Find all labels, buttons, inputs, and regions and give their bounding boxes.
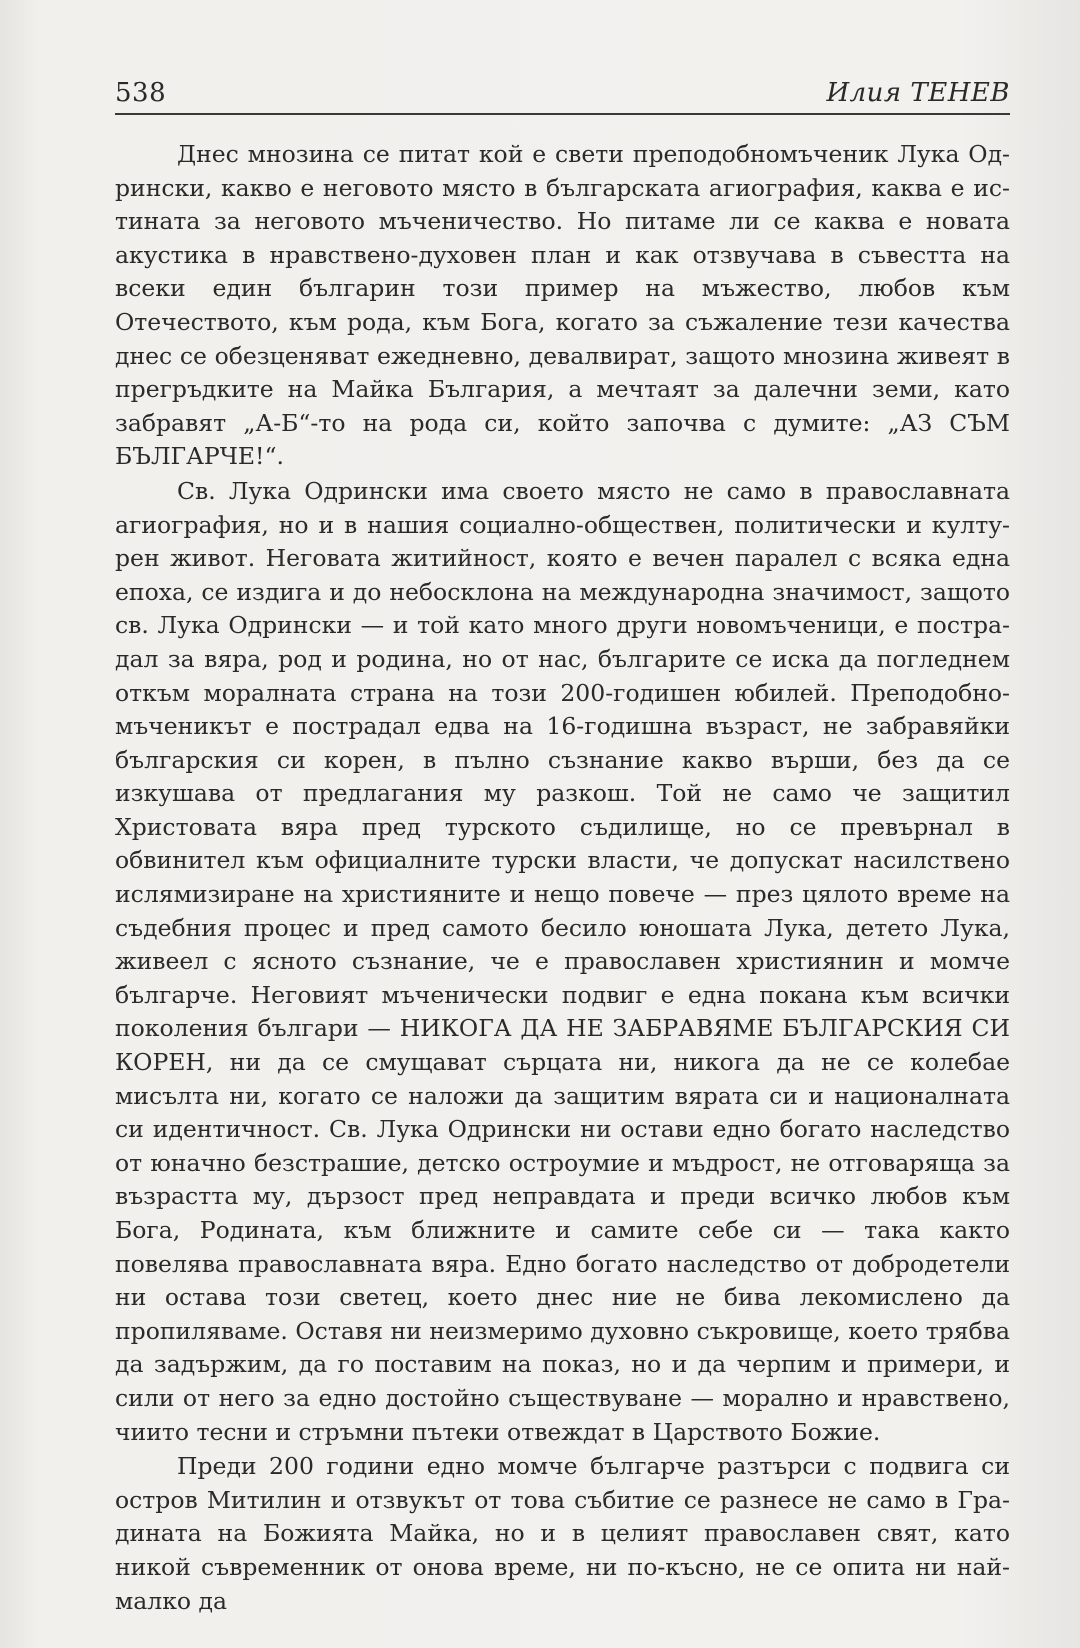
- paragraph: Преди 200 години едно момче българче разтърси с подвига си остров Митилин и отзвукът от това събитие се разнесе не само в Градината на Божията Майка, но и в целият православен свят, като никой съвременник от онова време, ни по-късно, не се опита ни най-малко да: [115, 1452, 1010, 1615]
- page-number: 538: [115, 78, 167, 108]
- paragraph: Св. Лука Одрински има своето място не само в православната агиография, но и в нашия социално-обществен, политически и културен живот. Неговата житийност, която е вечен паралел с всяка една епоха, се издига и до небосклона на международна значимост, защото св. Лука Одрински — и той като много други новомъченици, е пострадал за вяра, род и родина, но от нас, българите се иска да погледнем откъм моралната страна на този 200-годишен юбилей. Преподобномъченикът е пострадал едва на 16-годишна възраст, не забравяйки българския си корен, в пълно съзнание какво върши, без да се изкушава от предлагания му разкош. Той не само че защитил Христовата вяра пред турското съдилище, но се превърнал в обвинител към официалните турски власти, че допускат насилствено ислямизиране на християните и нещо повече — през цялото време на съдебния процес и пред самото бесило юношата Лука, детето Лука, живеел с ясното съзнание, че е православен християнин и момче българче. Неговият мъченически подвиг е една покана към всички поколения българи — НИКОГА ДА НЕ ЗАБРАВЯМЕ БЪЛГАРСКИЯ СИ КОРЕН, ни да се смущават сърцата ни, никога да не се колебае мисълта ни, когато се наложи да защитим вярата си и националната си идентичност. Св. Лука Одрински ни остави едно богато наследство от юначно безстрашие, детско остроумие и мъдрост, не отговаряща за възрастта му, дързост пред неправдата и преди всичко любов към Бога, Родината, към ближните и самите себе си — така както повелява православната вяра. Едно богато наследство от добродетели ни остава този светец, което днес ние не бива лекомислено да пропиляваме. Оставя ни неизмеримо духовно съкровище, което трябва да задържим, да го поставим на показ, но и да черпим и примери, и сили от него за едно достойно съществуване — морално и нравствено, чиито тесни и стръмни пътеки отвеждат в Царството Божие.: [115, 476, 1010, 1446]
- running-head-author: Илия ТЕНЕВ: [826, 78, 1010, 108]
- paragraph: Днес мнозина се питат кой е свети преподобномъченик Лука Одрински, какво е неговото място в българската агиография, каква е истината за неговото мъченичество. Но питаме ли се каква е новата акустика в нравствено-духовен план и как отзвучава в съвестта на всеки един българин този пример на мъжество, любов към Отечеството, към рода, към Бога, когато за съжаление тези качества днес се обезценяват ежедневно, девалвират, защото мнозина живеят в прегръдките на Майка България, а мечтаят за далечни земи, като забравят „А-Б“-то на рода си, който започва с думите: „АЗ СЪМ БЪЛГАРЧЕ!“.: [115, 140, 1010, 471]
- header-rule: [115, 113, 1010, 115]
- running-header: [115, 78, 1010, 114]
- body-text: [115, 138, 1010, 1618]
